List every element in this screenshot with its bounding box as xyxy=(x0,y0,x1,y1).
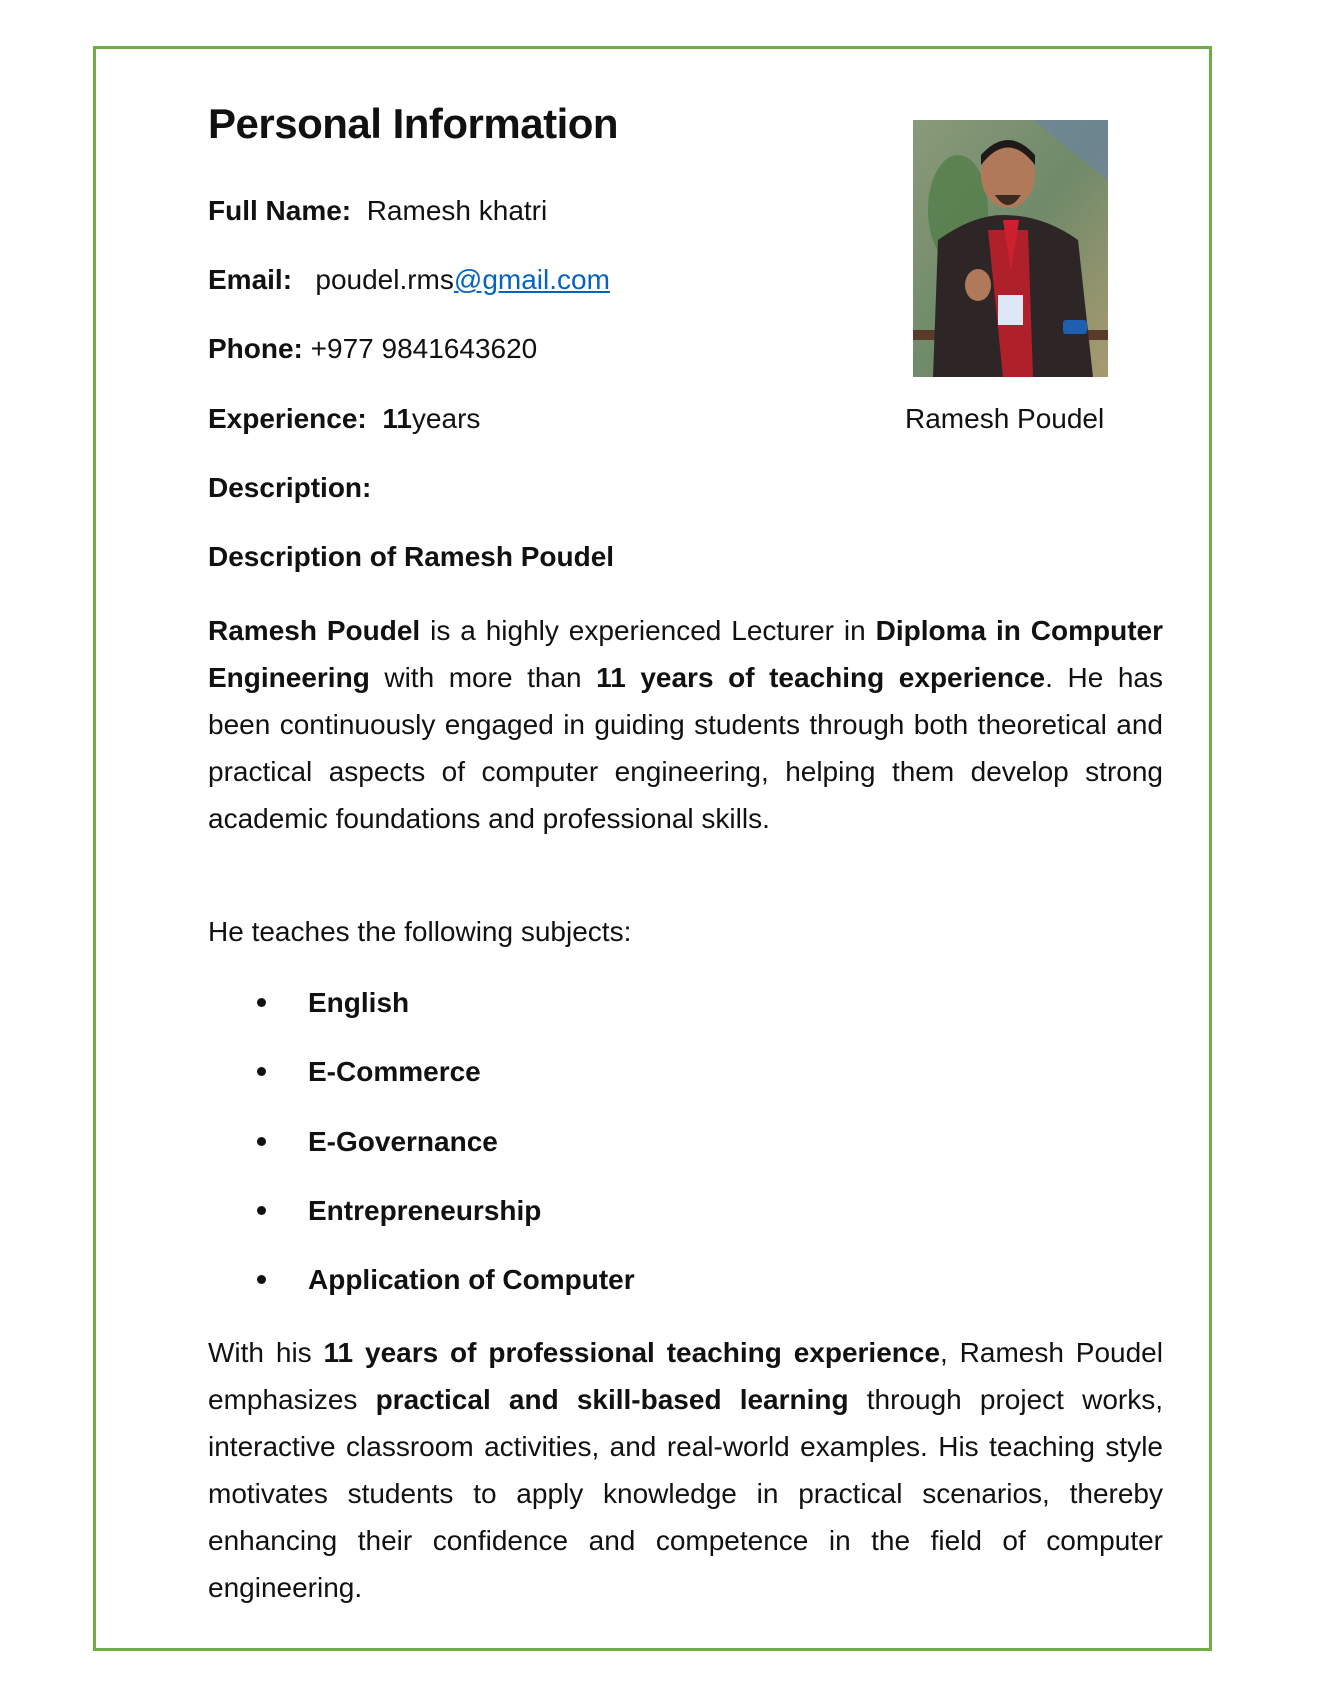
experience-number: 11 xyxy=(382,403,412,434)
subject-label: E-Commerce xyxy=(308,1056,481,1088)
bullet-icon xyxy=(257,1137,266,1146)
description-label-row xyxy=(208,472,371,504)
subjects-intro: He teaches the following subjects: xyxy=(208,916,632,947)
description-paragraph-1 xyxy=(208,607,1163,842)
list-item xyxy=(240,1119,635,1188)
subjects-list xyxy=(240,980,635,1326)
experience-row xyxy=(208,403,480,435)
profile-photo xyxy=(913,120,1108,377)
bullet-icon xyxy=(257,1067,266,1076)
list-item xyxy=(240,980,635,1049)
list-item xyxy=(240,1257,635,1326)
bold-learning: practical and skill-based learning xyxy=(375,1384,849,1415)
subject-label: Application of Computer xyxy=(308,1264,635,1296)
full-name-row xyxy=(208,195,547,227)
email-user: poudel.rms xyxy=(315,264,454,295)
bullet-icon xyxy=(257,1275,266,1284)
text-segment: , Ramesh Poudel emphasizes xyxy=(208,1337,1163,1415)
bold-diploma: Diploma in Computer Engineering xyxy=(208,615,1164,693)
phone-label: Phone: xyxy=(208,333,303,364)
email-link[interactable]: @gmail.com xyxy=(453,264,610,295)
bullet-icon xyxy=(257,998,266,1007)
text-segment: with more than xyxy=(369,662,597,693)
email-label: Email: xyxy=(208,264,293,295)
photo-caption: Ramesh Poudel xyxy=(905,403,1105,434)
subject-label: E-Governance xyxy=(308,1125,498,1157)
description-heading-row xyxy=(208,541,614,573)
subject-label: English xyxy=(308,987,410,1018)
text-segment: With his xyxy=(208,1337,324,1368)
subject-label: Entrepreneurship xyxy=(308,1194,542,1226)
list-item xyxy=(240,1049,635,1118)
page-title: Personal Information xyxy=(208,100,619,147)
phone-value: +977 9841643620 xyxy=(310,333,538,364)
phone-row xyxy=(208,333,537,365)
experience-label: Experience: xyxy=(208,403,367,434)
bold-name: Ramesh Poudel xyxy=(208,615,421,646)
bold-experience: 11 years of professional teaching experience xyxy=(323,1337,941,1368)
text-segment: . He has been continuously engaged in guiding students through both theoretical and practical aspects of computer engineering, helping them develop strong academic foundations and professional skills. xyxy=(208,662,1163,834)
description-paragraph-2 xyxy=(208,1329,1163,1611)
full-name-label: Full Name: xyxy=(208,195,352,226)
email-row xyxy=(208,264,610,296)
bold-experience: 11 years of teaching experience xyxy=(596,662,1046,693)
description-label: Description: xyxy=(208,472,372,503)
experience-unit: years xyxy=(411,403,481,434)
bullet-icon xyxy=(257,1206,266,1215)
text-segment: is a highly experienced Lecturer in xyxy=(420,615,876,646)
full-name-value: Ramesh khatri xyxy=(366,195,548,226)
text-segment: through project works, interactive classroom activities, and real-world examples. His teaching style motivates students to apply knowledge in practical scenarios, thereby enhancing their confidence and competence in the field of computer engineering. xyxy=(208,1384,1163,1603)
list-item xyxy=(240,1188,635,1257)
person-photo-icon xyxy=(913,120,1108,377)
description-heading: Description of Ramesh Poudel xyxy=(208,541,615,572)
